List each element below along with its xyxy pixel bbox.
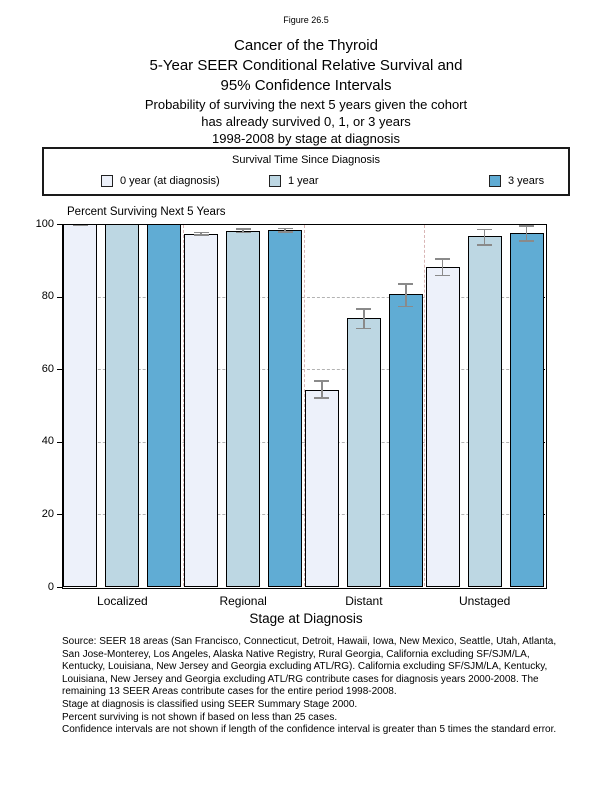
y-tick-label-100: 100: [35, 217, 54, 230]
y-tick-60: [57, 369, 62, 370]
bar-distant-3-years: [389, 294, 423, 587]
title-block: [0, 36, 612, 147]
error-bar-distant-1-year-cap-high: [356, 308, 371, 310]
note-stage-classification: Stage at diagnosis is classified using SEER Summary Stage 2000.: [62, 698, 358, 710]
bar-localized-0-year-at-diagnosis: [63, 224, 97, 587]
y-tick-label-20: 20: [41, 507, 54, 520]
x-axis-title: Stage at Diagnosis: [249, 611, 363, 626]
error-bar-unstaged-0-year-at-diagnosis-line: [442, 259, 443, 276]
bar-unstaged-3-years: [510, 233, 544, 587]
error-bar-distant-3-years-cap-high: [398, 283, 413, 285]
legend: [42, 147, 570, 196]
chart-title-line-2: 5-Year SEER Conditional Relative Survival and: [149, 57, 463, 74]
bar-unstaged-0-year-at-diagnosis: [426, 267, 460, 587]
chart-subtitle-line-2: has already survived 0, 1, or 3 years: [201, 114, 411, 129]
y-tick-20: [57, 514, 62, 515]
bar-distant-0-year-at-diagnosis: [305, 390, 339, 587]
error-bar-distant-0-year-at-diagnosis-cap-high: [314, 380, 329, 382]
legend-label-0-year: 0 year (at diagnosis): [120, 174, 220, 187]
error-bar-unstaged-1-year-line: [484, 229, 485, 245]
bar-regional-1-year: [226, 231, 260, 587]
legend-label-1-year: 1 year: [288, 174, 319, 187]
y-axis-title: Percent Surviving Next 5 Years: [67, 206, 226, 218]
bar-regional-0-year-at-diagnosis: [184, 234, 218, 587]
error-bar-regional-3-years-cap-low: [278, 231, 293, 233]
legend-item-1-year: [269, 174, 319, 187]
error-bar-distant-0-year-at-diagnosis-line: [321, 381, 322, 398]
y-tick-label-80: 80: [41, 290, 54, 303]
y-tick-0: [57, 587, 62, 588]
error-bar-distant-3-years-line: [405, 284, 406, 306]
error-bar-regional-0-year-at-diagnosis-cap-high: [194, 232, 209, 234]
y-tick-label-0: 0: [47, 580, 54, 593]
legend-item-3-years: [489, 174, 544, 187]
chart-title-line-3: 95% Confidence Intervals: [220, 77, 392, 94]
error-bar-regional-0-year-at-diagnosis-cap-low: [194, 234, 209, 236]
error-bar-unstaged-3-years-cap-low: [519, 240, 534, 242]
y-tick-label-40: 40: [41, 435, 54, 448]
legend-item-0-year: [101, 174, 220, 187]
x-category-label-localized: Localized: [97, 594, 148, 608]
legend-swatch-3-years: [489, 175, 501, 187]
chart-subtitle-line-1: Probability of surviving the next 5 years given the cohort: [144, 97, 468, 112]
legend-title: Survival Time Since Diagnosis: [232, 154, 380, 166]
figure-number: Figure 26.5: [283, 15, 329, 25]
error-bar-distant-1-year-line: [363, 309, 364, 329]
error-bar-distant-0-year-at-diagnosis-cap-low: [314, 397, 329, 399]
footnotes: [62, 636, 574, 737]
error-bar-distant-3-years-cap-low: [398, 306, 413, 308]
legend-swatch-1-year: [269, 175, 281, 187]
error-bar-unstaged-3-years-line: [526, 226, 527, 241]
error-bar-localized-0-year-at-diagnosis-cap-low: [73, 225, 88, 227]
error-bar-regional-3-years-cap-high: [278, 228, 293, 230]
error-bar-unstaged-0-year-at-diagnosis-cap-high: [435, 258, 450, 260]
x-category-label-regional: Regional: [219, 594, 267, 608]
chart-subtitle-line-3: 1998-2008 by stage at diagnosis: [212, 131, 400, 146]
error-bar-unstaged-1-year-cap-low: [477, 244, 492, 246]
legend-swatch-0-year: [101, 175, 113, 187]
y-tick-40: [57, 442, 62, 443]
error-bar-regional-1-year-cap-high: [236, 228, 251, 230]
error-bar-unstaged-3-years-cap-high: [519, 225, 534, 227]
y-tick-80: [57, 297, 62, 298]
source-note: Source: SEER 18 areas (San Francisco, Connecticut, Detroit, Hawaii, Iowa, New Mexico, Seattle, Utah, Atlanta, San Jose-Monterey, Los Angeles, Alaska Native Registry, Rural Georgia, California excluding SF/SJM/LA, Kentucky, Louisiana, New Jersey and Georgia excluding ATL/RG). California excluding SF/SJM/LA, Kentucky, Louisiana, New Jersey and Georgia excluding ATL/RG contribute cases for diagnosis years 2000-2008. The remaining 13 SEER Areas contribute cases for the entire period 1998-2008.: [62, 636, 557, 698]
chart-title-line-1: Cancer of the Thyroid: [234, 37, 378, 54]
bar-regional-3-years: [268, 230, 302, 587]
y-tick-100: [57, 224, 62, 225]
bar-localized-3-years: [147, 224, 181, 587]
y-tick-label-60: 60: [41, 362, 54, 375]
bar-unstaged-1-year: [468, 236, 502, 587]
error-bar-distant-1-year-cap-low: [356, 328, 371, 330]
bar-localized-1-year: [105, 224, 139, 587]
note-min-cases: Percent surviving is not shown if based on less than 25 cases.: [62, 711, 338, 723]
error-bar-regional-1-year-cap-low: [236, 232, 251, 234]
note-ci-suppression: Confidence intervals are not shown if length of the confidence interval is greater than 5 times the standard error.: [62, 724, 557, 736]
legend-label-3-years: 3 years: [508, 174, 545, 187]
x-category-label-distant: Distant: [345, 594, 383, 608]
x-category-label-unstaged: Unstaged: [458, 594, 511, 608]
bar-distant-1-year: [347, 318, 381, 587]
error-bar-unstaged-1-year-cap-high: [477, 229, 492, 231]
error-bar-unstaged-0-year-at-diagnosis-cap-low: [435, 275, 450, 277]
